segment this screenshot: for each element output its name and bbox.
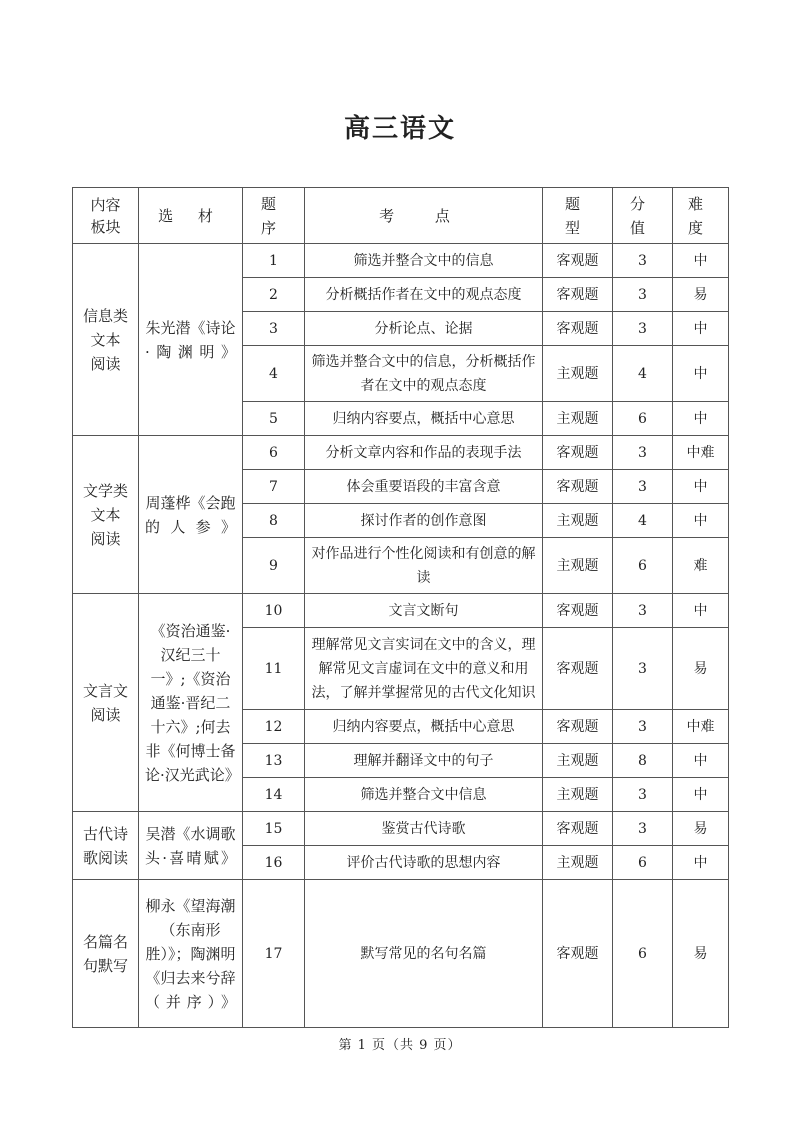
type-cell: 客观题 bbox=[543, 812, 613, 846]
header-row bbox=[73, 188, 729, 244]
header-difficulty: 难 度 bbox=[673, 188, 729, 244]
point-cell: 探讨作者的创作意图 bbox=[305, 504, 543, 538]
number-cell: 11 bbox=[243, 628, 305, 710]
point-cell: 对作品进行个性化阅读和有创意的解读 bbox=[305, 538, 543, 594]
score-cell: 6 bbox=[613, 402, 673, 436]
score-cell: 4 bbox=[613, 504, 673, 538]
number-cell: 17 bbox=[243, 880, 305, 1028]
header-type: 题 型 bbox=[543, 188, 613, 244]
type-cell: 客观题 bbox=[543, 244, 613, 278]
score-cell: 3 bbox=[613, 710, 673, 744]
point-cell: 文言文断句 bbox=[305, 594, 543, 628]
number-cell: 4 bbox=[243, 346, 305, 402]
point-cell: 分析概括作者在文中的观点态度 bbox=[305, 278, 543, 312]
number-cell: 7 bbox=[243, 470, 305, 504]
material-cell: 吴潜《水调歌头·喜晴赋》 bbox=[139, 812, 243, 880]
difficulty-cell: 易 bbox=[673, 278, 729, 312]
number-cell: 12 bbox=[243, 710, 305, 744]
score-cell: 6 bbox=[613, 880, 673, 1028]
score-cell: 6 bbox=[613, 538, 673, 594]
difficulty-cell: 中 bbox=[673, 504, 729, 538]
difficulty-cell: 中 bbox=[673, 594, 729, 628]
type-cell: 主观题 bbox=[543, 538, 613, 594]
number-cell: 5 bbox=[243, 402, 305, 436]
type-cell: 客观题 bbox=[543, 312, 613, 346]
point-cell: 分析论点、论据 bbox=[305, 312, 543, 346]
score-cell: 3 bbox=[613, 278, 673, 312]
number-cell: 16 bbox=[243, 846, 305, 880]
point-cell: 理解并翻译文中的句子 bbox=[305, 744, 543, 778]
table-row bbox=[73, 594, 729, 628]
header-number: 题 序 bbox=[243, 188, 305, 244]
point-cell: 筛选并整合文中的信息 bbox=[305, 244, 543, 278]
score-cell: 3 bbox=[613, 470, 673, 504]
material-cell: 柳永《望海潮（东南形胜）》；陶渊明《归去来兮辞（并序）》 bbox=[139, 880, 243, 1028]
table-row bbox=[73, 244, 729, 278]
point-cell: 评价古代诗歌的思想内容 bbox=[305, 846, 543, 880]
header-block: 内容 板块 bbox=[73, 188, 139, 244]
header-point: 考 点 bbox=[305, 188, 543, 244]
number-cell: 3 bbox=[243, 312, 305, 346]
block-cell: 古代诗 歌阅读 bbox=[73, 812, 139, 880]
header-score: 分 值 bbox=[613, 188, 673, 244]
page-title: 高三语文 bbox=[343, 114, 456, 144]
number-cell: 8 bbox=[243, 504, 305, 538]
table-row bbox=[73, 880, 729, 1028]
table-row bbox=[73, 436, 729, 470]
type-cell: 主观题 bbox=[543, 846, 613, 880]
score-cell: 6 bbox=[613, 846, 673, 880]
type-cell: 客观题 bbox=[543, 628, 613, 710]
number-cell: 14 bbox=[243, 778, 305, 812]
point-cell: 筛选并整合文中的信息，分析概括作者在文中的观点态度 bbox=[305, 346, 543, 402]
score-cell: 3 bbox=[613, 628, 673, 710]
difficulty-cell: 中 bbox=[673, 346, 729, 402]
point-cell: 体会重要语段的丰富含意 bbox=[305, 470, 543, 504]
difficulty-cell: 难 bbox=[673, 538, 729, 594]
point-cell: 分析文章内容和作品的表现手法 bbox=[305, 436, 543, 470]
point-cell: 默写常见的名句名篇 bbox=[305, 880, 543, 1028]
difficulty-cell: 中难 bbox=[673, 436, 729, 470]
score-cell: 8 bbox=[613, 744, 673, 778]
number-cell: 9 bbox=[243, 538, 305, 594]
difficulty-cell: 易 bbox=[673, 628, 729, 710]
type-cell: 客观题 bbox=[543, 880, 613, 1028]
difficulty-cell: 中 bbox=[673, 312, 729, 346]
type-cell: 主观题 bbox=[543, 504, 613, 538]
number-cell: 6 bbox=[243, 436, 305, 470]
score-cell: 3 bbox=[613, 812, 673, 846]
point-cell: 鉴赏古代诗歌 bbox=[305, 812, 543, 846]
difficulty-cell: 易 bbox=[673, 880, 729, 1028]
block-cell: 文学类 文本 阅读 bbox=[73, 436, 139, 594]
type-cell: 主观题 bbox=[543, 744, 613, 778]
number-cell: 1 bbox=[243, 244, 305, 278]
difficulty-cell: 中 bbox=[673, 402, 729, 436]
material-cell: 朱光潜《诗论·陶渊明》 bbox=[139, 244, 243, 436]
number-cell: 2 bbox=[243, 278, 305, 312]
material-cell: 周蓬桦《会跑的人参》 bbox=[139, 436, 243, 594]
difficulty-cell: 中 bbox=[673, 244, 729, 278]
difficulty-cell: 中 bbox=[673, 470, 729, 504]
difficulty-cell: 中 bbox=[673, 778, 729, 812]
table-row bbox=[73, 812, 729, 846]
number-cell: 15 bbox=[243, 812, 305, 846]
point-cell: 理解常见文言实词在文中的含义，理解常见文言虚词在文中的意义和用法，了解并掌握常见的古代文化知识 bbox=[305, 628, 543, 710]
score-cell: 3 bbox=[613, 312, 673, 346]
header-material: 选 材 bbox=[139, 188, 243, 244]
difficulty-cell: 中 bbox=[673, 744, 729, 778]
material-cell: 《资治通鉴·汉纪三十一》;《资治通鉴·晋纪二十六》;何去非《何博士备论·汉光武论》 bbox=[139, 594, 243, 812]
point-cell: 归纳内容要点，概括中心意思 bbox=[305, 402, 543, 436]
score-cell: 3 bbox=[613, 244, 673, 278]
point-cell: 筛选并整合文中信息 bbox=[305, 778, 543, 812]
number-cell: 13 bbox=[243, 744, 305, 778]
block-cell: 名篇名 句默写 bbox=[73, 880, 139, 1028]
type-cell: 主观题 bbox=[543, 402, 613, 436]
type-cell: 客观题 bbox=[543, 594, 613, 628]
point-cell: 归纳内容要点，概括中心意思 bbox=[305, 710, 543, 744]
block-cell: 信息类 文本 阅读 bbox=[73, 244, 139, 436]
type-cell: 客观题 bbox=[543, 278, 613, 312]
type-cell: 客观题 bbox=[543, 436, 613, 470]
difficulty-cell: 中 bbox=[673, 846, 729, 880]
type-cell: 主观题 bbox=[543, 346, 613, 402]
type-cell: 主观题 bbox=[543, 778, 613, 812]
score-cell: 3 bbox=[613, 594, 673, 628]
score-cell: 4 bbox=[613, 346, 673, 402]
block-cell: 文言文 阅读 bbox=[73, 594, 139, 812]
exam-spec-table bbox=[72, 187, 729, 1028]
type-cell: 客观题 bbox=[543, 470, 613, 504]
page-footer: 第 1 页（共 9 页） bbox=[338, 1038, 462, 1053]
type-cell: 客观题 bbox=[543, 710, 613, 744]
score-cell: 3 bbox=[613, 436, 673, 470]
difficulty-cell: 易 bbox=[673, 812, 729, 846]
difficulty-cell: 中难 bbox=[673, 710, 729, 744]
score-cell: 3 bbox=[613, 778, 673, 812]
number-cell: 10 bbox=[243, 594, 305, 628]
